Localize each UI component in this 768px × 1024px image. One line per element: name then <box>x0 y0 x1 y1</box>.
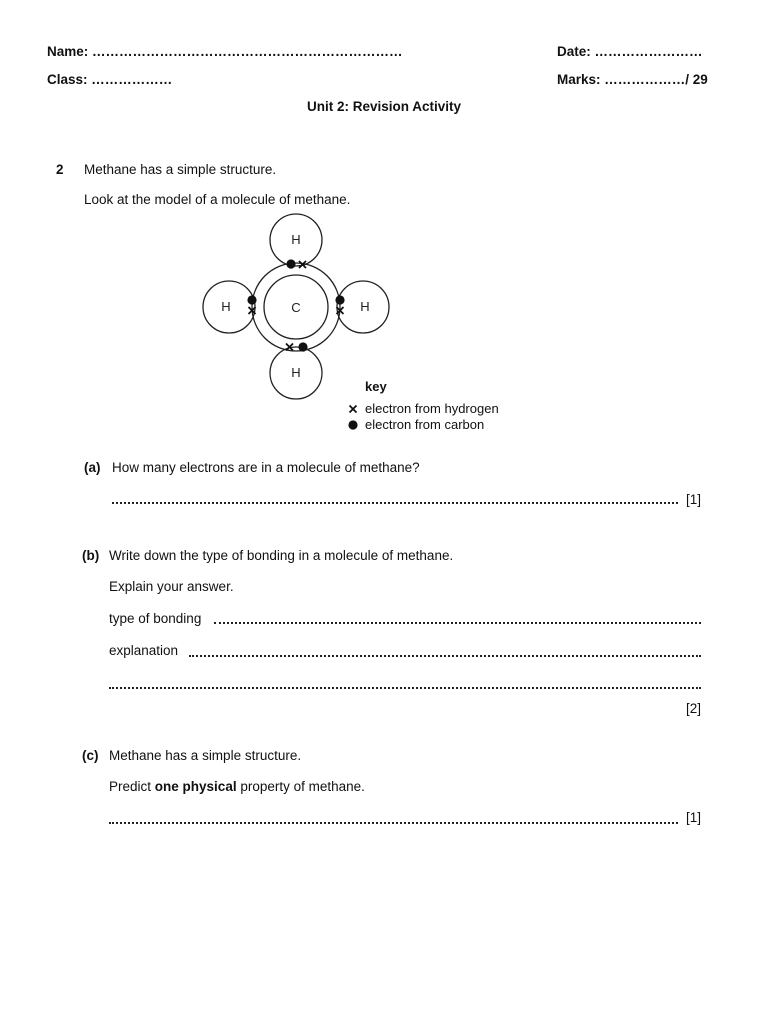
key-dot-icon <box>348 420 357 429</box>
part-a-answer-line[interactable] <box>112 502 678 504</box>
hydrogen-bottom-label: H <box>291 365 301 380</box>
part-b-explain: Explain your answer. <box>109 579 234 594</box>
hydrogen-right-label: H <box>360 299 370 314</box>
predict-text: Predict <box>109 779 152 794</box>
key-dot-label: electron from carbon <box>365 417 485 432</box>
marks-total: / 29 <box>685 72 708 87</box>
explanation-answer-line-1[interactable] <box>189 655 701 657</box>
page-title: Unit 2: Revision Activity <box>306 99 462 114</box>
methane-diagram <box>0 0 768 450</box>
type-of-bonding-answer-line[interactable] <box>214 622 701 624</box>
part-b-question: Write down the type of bonding in a molecule of methane. <box>109 548 454 563</box>
part-c-marks: [1] <box>686 810 702 825</box>
hydrogen-top-label: H <box>291 232 301 247</box>
question-intro: Methane has a simple structure. <box>84 162 277 177</box>
part-c-predict <box>109 779 365 794</box>
question-look: Look at the model of a molecule of methane. <box>84 192 351 207</box>
carbon-electron-right <box>335 295 344 304</box>
predict-emphasis: one physical <box>154 779 237 794</box>
carbon-electron-bottom <box>298 342 307 351</box>
hydrogen-left-label: H <box>221 299 231 314</box>
name-blank[interactable]: …………………………………………………………… <box>92 44 403 59</box>
class-label: Class: <box>47 72 88 87</box>
part-a-question: How many electrons are in a molecule of methane? <box>112 460 420 475</box>
carbon-electron-left <box>247 295 256 304</box>
key-cross-label: electron from hydrogen <box>365 401 499 416</box>
explanation-label: explanation <box>109 643 179 658</box>
part-a-marks: [1] <box>686 492 702 507</box>
date-blank[interactable]: …………………… <box>594 44 703 59</box>
key-title: key <box>365 379 387 394</box>
part-a-label: (a) <box>84 460 101 475</box>
type-of-bonding-label: type of bonding <box>109 611 202 626</box>
part-c-question: Methane has a simple structure. <box>109 748 302 763</box>
name-label: Name: <box>47 44 89 59</box>
part-c-answer-line[interactable] <box>109 822 678 824</box>
class-blank[interactable]: ……………… <box>91 72 173 87</box>
predict-tail: property of methane. <box>240 779 365 794</box>
part-b-label: (b) <box>82 548 100 563</box>
marks-label: Marks: <box>557 72 601 87</box>
explanation-answer-line-2[interactable] <box>109 687 701 689</box>
date-label: Date: <box>557 44 591 59</box>
key-cross-icon <box>350 406 357 413</box>
part-c-label: (c) <box>82 748 99 763</box>
carbon-electron-top <box>286 259 295 268</box>
question-number: 2 <box>56 162 64 177</box>
part-b-marks: [2] <box>686 701 702 716</box>
marks-blank[interactable]: ……………… <box>604 72 686 87</box>
carbon-label: C <box>291 300 301 315</box>
